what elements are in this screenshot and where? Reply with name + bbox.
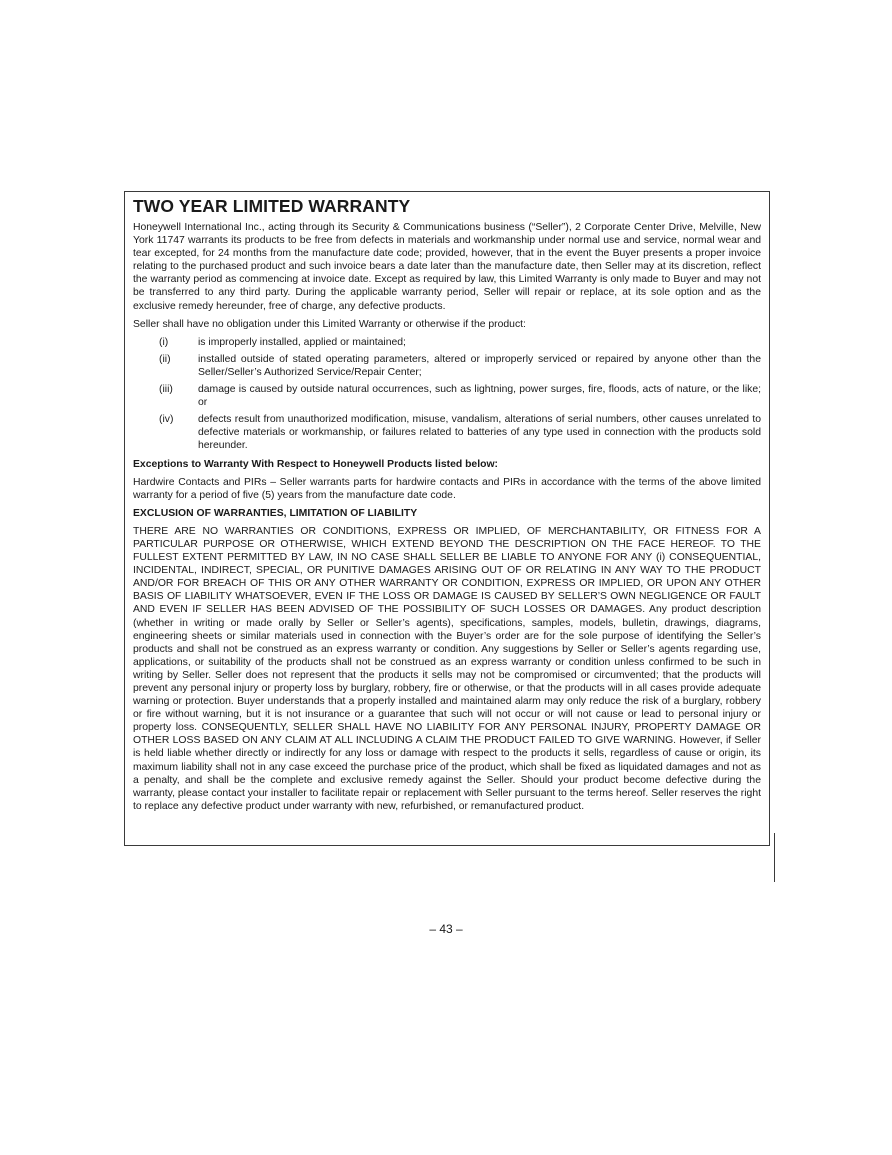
condition-item <box>133 383 761 409</box>
exceptions-heading: Exceptions to Warranty With Respect to Honeywell Products listed below: <box>133 458 498 470</box>
page-number: – 43 – <box>429 922 463 936</box>
condition-number: (i) <box>159 336 169 348</box>
condition-number: (iv) <box>159 414 174 426</box>
condition-text: damage is caused by outside natural occurrences, such as lightning, power surges, fire, floods, acts of nature, or the like; or <box>198 384 761 409</box>
condition-number: (ii) <box>159 353 171 365</box>
obligation-statement: Seller shall have no obligation under this Limited Warranty or otherwise if the product: <box>133 318 526 330</box>
margin-change-bar <box>774 833 775 882</box>
condition-item <box>133 336 761 349</box>
condition-text: installed outside of stated operating parameters, altered or improperly serviced or repaired by anyone other than the Seller/Seller’s Authorized Service/Repair Center; <box>198 353 761 378</box>
exceptions-text: Hardwire Contacts and PIRs – Seller warrants parts for hardwire contacts and PIRs in accordance with the terms of the above limited warranty for a period of five (5) years from the manufacture date code. <box>133 476 761 501</box>
condition-number: (iii) <box>159 384 173 396</box>
condition-item <box>133 413 761 452</box>
warranty-title: TWO YEAR LIMITED WARRANTY <box>133 196 411 216</box>
exclusion-heading: EXCLUSION OF WARRANTIES, LIMITATION OF LIABILITY <box>133 507 418 519</box>
conditions-list <box>133 336 761 453</box>
condition-text: is improperly installed, applied or maintained; <box>198 336 406 348</box>
condition-text: defects result from unauthorized modification, misuse, vandalism, alterations of serial numbers, other causes unrelated to defective materials or workmanship, or failures related to batteries of any type used in connection with the products sold hereunder. <box>198 414 761 452</box>
condition-item <box>133 353 761 379</box>
warranty-box <box>124 191 770 846</box>
exclusion-text: THERE ARE NO WARRANTIES OR CONDITIONS, EXPRESS OR IMPLIED, OF MERCHANTABILITY, OR FITNESS FOR A PARTICULAR PURPOSE OR OTHERWISE, WHICH EXTEND BEYOND THE DESCRIPTION ON THE FACE HEREOF. TO THE FULLEST EXTENT PERMITTED BY LAW, IN NO CASE SHALL SELLER BE LIABLE TO ANYONE FOR ANY (i) CONSEQUENTIAL, INCIDENTAL, INDIRECT, SPECIAL, OR PUNITIVE DAMAGES ARISING OUT OF OR RELATING IN ANY WAY TO THE PRODUCT AND/OR FOR BREACH OF THIS OR ANY OTHER WARRANTY OR CONDITION, EXPRESS OR IMPLIED, OR UPON ANY OTHER BASIS OF LIABILITY WHATSOEVER, EVEN IF THE LOSS OR DAMAGE IS CAUSED BY SELLER’S OWN NEGLIGENCE OR FAULT AND EVEN IF SELLER HAS BEEN ADVISED OF THE POSSIBILITY OF SUCH LOSSES OR DAMAGES. Any product description (whether in writing or made orally by Seller or Seller’s agents), specifications, samples, models, bulletin, drawings, diagrams, engineering sheets or similar materials used in connection with the Buyer’s order are for the sole purpose of identifying the Seller’s products and shall not be construed as an express warranty or condition. Any suggestions by Seller or Seller’s agents regarding use, applications, or suitability of the products shall not be construed as an express warranty or condition unless confirmed to be such in writing by Seller. Seller does not represent that the products it sells may not be compromised or circumvented; that the products will prevent any personal injury or property loss by burglary, robbery, fire or otherwise, or that the products will in all cases provide adequate warning or protection. Buyer understands that a properly installed and maintained alarm may only reduce the risk of a burglary, robbery or fire without warning, but it is not insurance or a guarantee that such will not occur or will not cause or lead to personal injury or property loss. CONSEQUENTLY, SELLER SHALL HAVE NO LIABILITY FOR ANY PERSONAL INJURY, PROPERTY DAMAGE OR OTHER LOSS BASED ON ANY CLAIM AT ALL INCLUDING A CLAIM THE PRODUCT FAILED TO GIVE WARNING. However, if Seller is held liable whether directly or indirectly for any loss or damage with respect to the products it sells, regardless of cause or origin, its maximum liability shall not in any case exceed the purchase price of the product, which shall be fixed as liquidated damages and not as a penalty, and shall be the complete and exclusive remedy against the Seller. Should your product become defective during the warranty, please contact your installer to facilitate repair or replacement with Seller pursuant to the terms hereof. Seller reserves the right to replace any defective product under warranty with new, refurbished, or remanufactured product. <box>133 525 761 812</box>
warranty-intro: Honeywell International Inc., acting through its Security & Communications business (“Seller”), 2 Corporate Center Drive, Melville, New York 11747 warrants its products to be free from defects in materials and workmanship under normal use and service, normal wear and tear excepted, for 24 months from the manufacture date code; provided, however, that in the event the Buyer presents a proper invoice relating to the purchased product and such invoice bears a date later than the manufacture date, then Seller may at its discretion, reflect the warranty period as commencing at invoice date. Except as required by law, this Limited Warranty is only made to Buyer and may not be transferred to any third party. During the applicable warranty period, Seller will repair or replace, at its sole option and as the exclusive remedy hereunder, free of charge, any defective products. <box>133 222 761 312</box>
